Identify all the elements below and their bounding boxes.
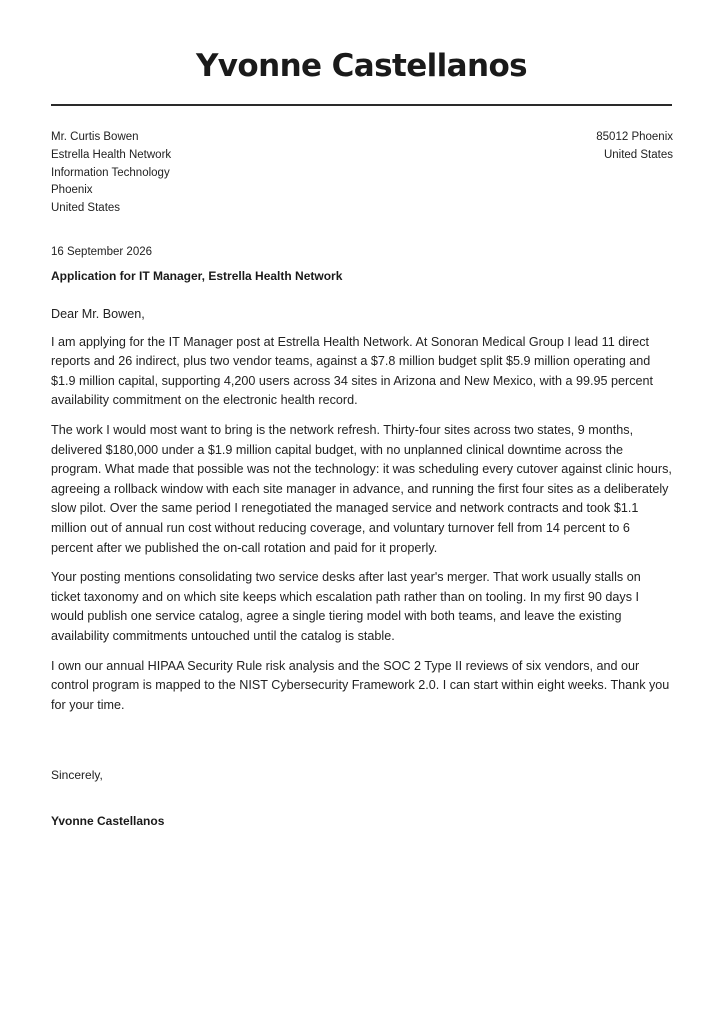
sender-address-block bbox=[596, 129, 673, 165]
closing-line: Sincerely, bbox=[51, 768, 103, 782]
body-paragraph-4: I own our annual HIPAA Security Rule risk analysis and the SOC 2 Type II reviews of six vendors, and our control program is mapped to the NIST Cybersecurity Framework 2.0. I can start within eight weeks. Thank you for your time. bbox=[51, 658, 670, 712]
recipient-organization: Estrella Health Network bbox=[51, 148, 172, 161]
recipient-department: Information Technology bbox=[51, 166, 170, 179]
body-paragraph-1: I am applying for the IT Manager post at Estrella Health Network. At Sonoran Medical Group I lead 11 direct reports and 26 indirect, plus two vendor teams, against a $7.8 million budget split $5.9 million operating and $1.9 million capital, supporting 4,200 users across 34 sites in Arizona and New Mexico, with a 99.95 percent availability commitment on the electronic health record. bbox=[51, 334, 654, 408]
letter-date: 16 September 2026 bbox=[51, 246, 153, 258]
signature-name: Yvonne Castellanos bbox=[51, 814, 165, 828]
body-paragraph-3: Your posting mentions consolidating two service desks after last year's merger. That work usually stalls on ticket taxonomy and on which site keeps which escalation path rather than on tooling. In my first 90 days I would publish one service catalog, agree a single tiering model with both teams, and leave the existing availability commitments untouched until the catalog is stable. bbox=[51, 570, 641, 643]
body-paragraph-2: The work I would most want to bring is the network refresh. Thirty-four sites across two states, 9 months, delivered $180,000 under a $1.9 million capital budget, with no unplanned clinical downtime across the program. What made that possible was not the technology: it was scheduling every cutover against clinic hours, agreeing a rollback window with each site manager in advance, and running the first four sites as a deliberately slow pilot. Over the same period I renegotiated the managed service and network contracts and took $1.1 million out of annual run cost without reducing coverage, and voluntary turnover fell from 14 percent to 6 percent after we published the on-call rotation and paid for it properly. bbox=[51, 422, 672, 555]
header-divider bbox=[51, 104, 672, 106]
recipient-country: United States bbox=[51, 202, 121, 215]
recipient-address-block bbox=[51, 129, 171, 218]
letter-body bbox=[51, 305, 673, 725]
recipient-city: Phoenix bbox=[51, 184, 93, 197]
recipient-name: Mr. Curtis Bowen bbox=[51, 131, 139, 143]
sender-postal-city: 85012 Phoenix bbox=[596, 131, 673, 143]
letter-subject: Application for IT Manager, Estrella Health Network bbox=[51, 269, 343, 283]
applicant-name-heading: Yvonne Castellanos bbox=[195, 48, 528, 84]
sender-country: United States bbox=[603, 148, 673, 161]
salutation: Dear Mr. Bowen, bbox=[51, 307, 145, 321]
